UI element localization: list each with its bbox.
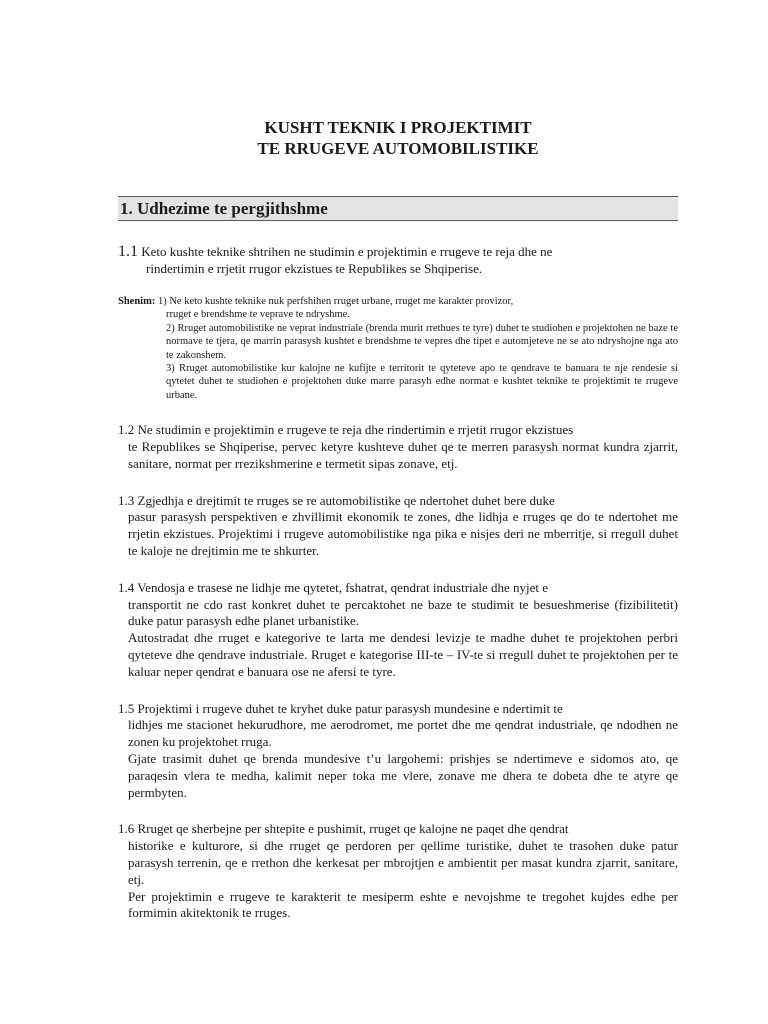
paragraph-body: te Republikes se Shqiperise, pervec ketyre kushteve duhet qe te merren parasysh normat kundra zjarrit, sanitare, normat per rrezikshmerine e termetit sipas zonave, etj.	[128, 439, 678, 471]
paragraph-first-line: 1.6 Rruget qe sherbejne per shtepite e pushimit, rruget qe kalojne ne paqet dhe qendrat	[118, 821, 569, 837]
paragraph-body: Autostradat dhe rruget e kategorive te larta me dendesi levizje te madhe duhet te projektohen perbri qyteteve dhe qendrave industriale. Rruget e kategorise III-te – IV-te si rregull duhet te projektohen per te kaluar neper qendrat e banuara ose ne afersi te tyre.	[128, 630, 678, 679]
paragraph-first-line: 1.3 Zgjedhja e drejtimit te rruges se re automobilistike qe ndertohet duhet bere duke	[118, 492, 555, 508]
document-page	[118, 0, 678, 922]
paragraph-1-5	[118, 701, 678, 802]
paragraph-1-2	[118, 422, 678, 472]
paragraph-number: 1.1	[118, 243, 138, 260]
note-block	[118, 295, 678, 402]
paragraph-first-line: 1.5 Projektimi i rrugeve duhet te kryhet duke patur parasysh mundesine e ndertimit te	[118, 700, 563, 716]
section-heading: 1. Udhezime te pergjithshme	[118, 196, 678, 221]
paragraph-1-1	[118, 243, 678, 277]
document-title	[118, 117, 678, 159]
title-line-1: KUSHT TEKNIK I PROJEKTIMIT	[264, 118, 532, 137]
paragraph-1-4	[118, 580, 678, 681]
paragraph-first-line: 1.2 Ne studimin e projektimin e rrugeve te reja dhe rindertimin e rrjetit rrugor ekzistues	[118, 422, 574, 438]
note-line: 3) Rruget automobilistike kur kalojne ne kufijte e territorit te qyteteve apo te qendrave te banuara te nje rendesie si qytetet duhet te studiohen e projektohen duke marre parasyh edhe normat e kushtet teknike te projektimit te rrugeve urbane.	[166, 363, 678, 401]
paragraph-1-3	[118, 493, 678, 560]
paragraph-first-line: 1.4 Vendosja e trasese ne lidhje me qytetet, fshatrat, qendrat industriale dhe nyjet e	[118, 579, 549, 595]
paragraph-body: Gjate trasimit duhet qe brenda mundesive t’u largohemi: prishjes se ndertimeve e sidomos ato, qe paraqesin vlera te medha, kalimit neper toka me vlere, zonave me dhera te dobeta dhe te atyre qe permbyten.	[128, 751, 678, 800]
paragraph-line: Keto kushte teknike shtrihen ne studimin e projektimin e rrugeve te reja dhe ne	[138, 244, 553, 259]
note-line: 2) Rruget automobilistike ne veprat industriale (brenda murit rrethues te tyre) duhet te studiohen e projektohen ne baze te normave te tjera, qe marrin parasysh kushtet e brendshme te vepres dhe tipet e automjeteve ne se ato ndryshojne nga ato te zakonshem.	[166, 322, 678, 361]
paragraph-body: pasur parasysh perspektiven e zhvillimit ekonomik te zones, dhe lidhja e rruges qe do te ndertohet me rrjetin ekzistues. Projektimi i rrugeve automobilistike nga pika e nisjes deri ne mberritje, si rregull duhet te kaloje ne drejtimin me te shkurter.	[128, 509, 678, 559]
paragraph-1-6	[118, 821, 678, 922]
paragraph-body: Per projektimin e rrugeve te karakterit te mesiperm eshte e nevojshme te tregohet kujdes edhe per formimin akitektonik te rruges.	[128, 888, 678, 921]
paragraph-body: historike e kulturore, si dhe rruget qe perdoren per qellime turistike, duhet te trasohen duke patur parasysh terrenin, qe e rrethon dhe kerkesat per mbrojtjen e ambientit per masat kundra zjarrit, sanitare, etj.	[128, 838, 678, 887]
note-line: 1) Ne keto kushte teknike nuk perfshihen rruget urbane, rruget me karakter provizor,	[155, 296, 514, 307]
paragraph-body: lidhjes me stacionet hekurudhore, me aerodromet, me portet dhe me qendrat industriale, qe ndodhen ne zonen ku projektohet rruga.	[128, 717, 678, 750]
note-line: rruget e brendshme te veprave te ndryshme.	[166, 309, 350, 321]
note-label: Shenim:	[118, 296, 156, 307]
paragraph-body: transportit ne cdo rast konkret duhet te percaktohet ne baze te studimit te besueshmerise (fizibilitetit) duke patur parasysh edhe planet urbanistike.	[128, 596, 678, 629]
title-line-2: TE RRUGEVE AUTOMOBILISTIKE	[257, 139, 539, 158]
paragraph-line: rindertimin e rrjetit rrugor ekzistues te Republikes se Shqiperise.	[146, 261, 483, 276]
